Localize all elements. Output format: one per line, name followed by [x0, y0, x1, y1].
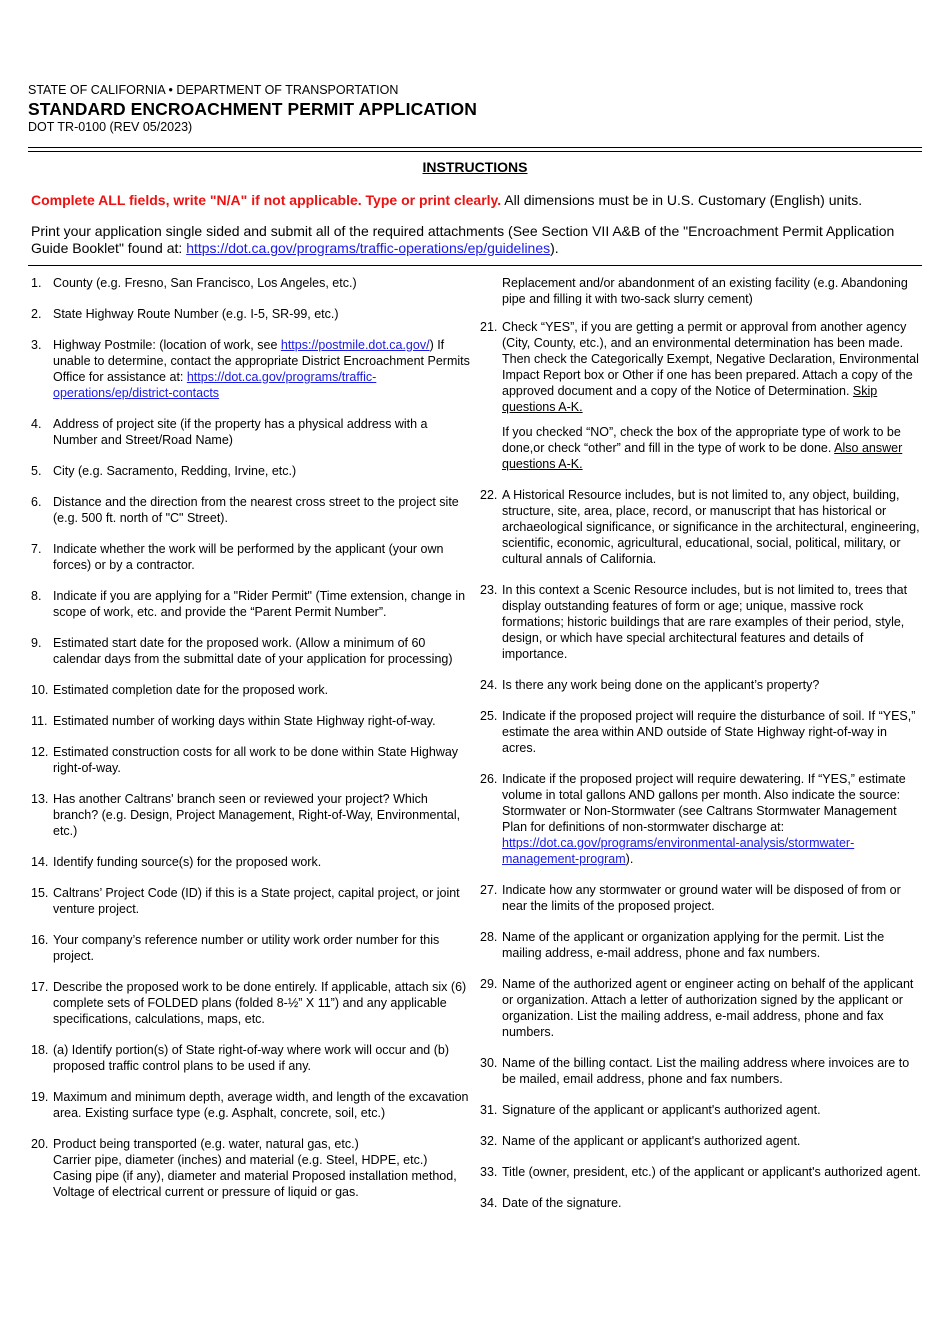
- item-text: State Highway Route Number (e.g. I-5, SR-99, etc.): [53, 307, 339, 321]
- agency-name: STATE OF CALIFORNIA • DEPARTMENT OF TRANSPORTATION: [28, 83, 399, 97]
- item-number: 30.: [480, 1056, 498, 1070]
- item-number: 24.: [480, 678, 498, 692]
- guidelines-link[interactable]: https://dot.ca.gov/programs/traffic-operations/ep/guidelines: [186, 240, 551, 256]
- instruction-item-23: [480, 582, 922, 662]
- section-divider: [28, 265, 922, 266]
- instruction-item-26: [480, 771, 922, 867]
- intro-black-text: All dimensions must be in U.S. Customary (English) units.: [501, 192, 863, 208]
- item-text: Address of project site (if the property has a physical address with a Number and Street/Road Name): [53, 417, 428, 447]
- item-number: 31.: [480, 1103, 498, 1117]
- item-text: Estimated completion date for the proposed work.: [53, 683, 329, 697]
- item-number: 20.: [31, 1137, 49, 1151]
- instruction-item-20: [31, 1136, 471, 1200]
- item-number: 12.: [31, 745, 49, 759]
- instruction-item-19: [31, 1089, 471, 1121]
- item-underlined-text: Also answer questions A-K.: [502, 441, 903, 471]
- item-number: 21.: [480, 320, 498, 334]
- instruction-item-32: [480, 1133, 922, 1149]
- item-number: 2.: [31, 307, 42, 321]
- item-text: In this context a Scenic Resource includes, but is not limited to, trees that display outstanding features of form or age; unique, massive rock formations; historic buildings that are rare examples of their period, style, design, or which have special architectural features and details of importance.: [502, 583, 908, 661]
- item-number: 13.: [31, 792, 49, 806]
- item-text: Name of the applicant or organization applying for the permit. List the mailing address, e-mail address, phone and fax numbers.: [502, 930, 885, 960]
- instruction-item-33: [480, 1164, 922, 1180]
- item-number: 17.: [31, 980, 49, 994]
- item-text: Your company’s reference number or utility work order number for this project.: [53, 933, 440, 963]
- item-text: Estimated number of working days within State Highway right-of-way.: [53, 714, 436, 728]
- item-number: 32.: [480, 1134, 498, 1148]
- item-text: Maximum and minimum depth, average width, and length of the excavation area. Existing surface type (e.g. Asphalt, concrete, soil, etc.): [53, 1090, 469, 1120]
- instruction-item-21: [480, 319, 922, 472]
- item-number: 3.: [31, 338, 42, 352]
- item-text: County (e.g. Fresno, San Francisco, Los Angeles, etc.): [53, 276, 357, 290]
- item-text: Title (owner, president, etc.) of the applicant or applicant's authorized agent.: [502, 1165, 921, 1179]
- item-number: 27.: [480, 883, 498, 897]
- item-number: 33.: [480, 1165, 498, 1179]
- instructions-left-column: [31, 275, 471, 1215]
- item-text: Indicate if you are applying for a "Rider Permit" (Time extension, change in scope of work, etc. and provide the “Parent Permit Number”.: [53, 589, 466, 619]
- instruction-item-12: [31, 744, 471, 776]
- item-number: 10.: [31, 683, 49, 697]
- item-number: 1.: [31, 276, 42, 290]
- instruction-item-11: [31, 713, 471, 729]
- item-text: A Historical Resource includes, but is not limited to, any object, building, structure, site, area, place, record, or manuscript that has historical or archaeological significance, or significance in the architectural, engineering, scientific, economic, agricultural, educational, social, political, military, or cultural annals of California.: [502, 488, 920, 566]
- item-text: City (e.g. Sacramento, Redding, Irvine, etc.): [53, 464, 297, 478]
- intro-print-application: [31, 223, 922, 257]
- item-text: Has another Caltrans' branch seen or reviewed your project? Which branch? (e.g. Design, Project Management, Right-of-Way, Environmental, etc.): [53, 792, 461, 838]
- instruction-item-9: [31, 635, 471, 667]
- item-text: Check “YES”, if you are getting a permit or approval from another agency (City, County, etc.), and an environmental determination has been made. Then check the Categorically Exempt, Negative Declaration, Environmental Impact Report box or Other if one has been prepared. Attach a copy of the approved document and a copy of the Notice of Determination.: [502, 320, 919, 398]
- item-21-no-paragraph: [502, 424, 922, 472]
- postmile-link[interactable]: https://postmile.dot.ca.gov/: [280, 338, 430, 352]
- item-text: Name of the applicant or applicant's authorized agent.: [502, 1134, 801, 1148]
- item-number: 23.: [480, 583, 498, 597]
- item-number: 5.: [31, 464, 42, 478]
- item-number: 8.: [31, 589, 42, 603]
- instruction-item-34: [480, 1195, 922, 1211]
- item-underlined-text: Skip questions A-K.: [502, 384, 878, 414]
- item-number: 19.: [31, 1090, 49, 1104]
- item-number: 16.: [31, 933, 49, 947]
- intro-complete-fields: [31, 192, 922, 209]
- district-contacts-link[interactable]: https://dot.ca.gov/programs/traffic-operations/ep/district-contacts: [53, 370, 377, 400]
- instruction-item-1: [31, 275, 471, 291]
- item-text: Is there any work being done on the applicant’s property?: [502, 678, 820, 692]
- item-20-continuation: Replacement and/or abandonment of an existing facility (e.g. Abandoning pipe and filling it with two-sack slurry cement): [502, 276, 908, 306]
- instruction-item-25: [480, 708, 922, 756]
- header-divider: [28, 147, 922, 152]
- item-text: (a) Identify portion(s) of State right-of-way where work will occur and (b) proposed traffic control plans to be used if any.: [53, 1043, 449, 1073]
- instructions-heading: INSTRUCTIONS: [422, 159, 528, 175]
- item-number: 29.: [480, 977, 498, 991]
- instruction-item-8: [31, 588, 471, 620]
- instruction-item-14: [31, 854, 471, 870]
- item-number: 7.: [31, 542, 42, 556]
- item-number: 28.: [480, 930, 498, 944]
- item-text: Name of the authorized agent or engineer acting on behalf of the applicant or organization. Attach a letter of authorization signed by the applicant or organization. List the mailing address, e-mail address, phone and fax numbers.: [502, 977, 914, 1039]
- item-text: Casing pipe (if any), diameter and material Proposed installation method, Voltage of electrical current or pressure of liquid or gas.: [53, 1169, 457, 1199]
- instruction-item-15: [31, 885, 471, 917]
- intro-red-text: Complete ALL fields, write "N/A" if not applicable. Type or print clearly.: [31, 192, 502, 208]
- instruction-item-2: [31, 306, 471, 322]
- instruction-item-29: [480, 976, 922, 1040]
- item-number: 9.: [31, 636, 42, 650]
- instruction-item-18: [31, 1042, 471, 1074]
- item-text: Estimated start date for the proposed work. (Allow a minimum of 60 calendar days from the submittal date of your application for processing): [53, 636, 453, 666]
- item-text: Indicate how any stormwater or ground water will be disposed of from or near the limits of the proposed project.: [502, 883, 901, 913]
- item-text: Identify funding source(s) for the proposed work.: [53, 855, 322, 869]
- instruction-item-4: [31, 416, 471, 448]
- item-text: If you checked “NO”, check the box of the appropriate type of work to be done,or check “other” and fill in the type of work to be done.: [502, 425, 901, 455]
- item-number: 26.: [480, 772, 498, 786]
- item-number: 14.: [31, 855, 49, 869]
- item-text: ).: [625, 852, 634, 866]
- print-text: Print your application single sided and submit all of the required attachments (See Section VII A&B of the "Encroachment Permit Application Guide Booklet" found at:: [31, 223, 895, 256]
- item-number: 18.: [31, 1043, 49, 1057]
- instruction-item-30: [480, 1055, 922, 1087]
- item-number: 4.: [31, 417, 42, 431]
- document-page: [28, 0, 922, 1344]
- item-text: Describe the proposed work to be done entirely. If applicable, attach six (6) complete sets of FOLDED plans (folded 8-½” X 11”) and any applicable specifications, calculations, maps, etc.: [53, 980, 467, 1026]
- print-end: ).: [550, 240, 559, 256]
- instruction-item-27: [480, 882, 922, 914]
- instructions-right-column: [480, 275, 922, 1226]
- item-number: 6.: [31, 495, 42, 509]
- item-number: 11.: [31, 714, 48, 728]
- item-number: 15.: [31, 886, 49, 900]
- instruction-item-28: [480, 929, 922, 961]
- item-text: ) If unable to determine, contact the appropriate District Encroachment Permits Office for assistance at:: [53, 338, 470, 384]
- instruction-item-24: [480, 677, 922, 693]
- instruction-item-17: [31, 979, 471, 1027]
- instruction-item-31: [480, 1102, 922, 1118]
- form-number: DOT TR-0100 (REV 05/2023): [28, 120, 193, 134]
- item-number: 34.: [480, 1196, 498, 1210]
- instruction-item-6: [31, 494, 471, 526]
- item-text: Date of the signature.: [502, 1196, 622, 1210]
- instruction-item-16: [31, 932, 471, 964]
- stormwater-link[interactable]: https://dot.ca.gov/programs/environmental-analysis/stormwater-management-program: [502, 836, 855, 866]
- item-text: Product being transported (e.g. water, natural gas, etc.): [53, 1137, 359, 1151]
- item-text: Highway Postmile: (location of work, see: [53, 338, 281, 352]
- form-title: STANDARD ENCROACHMENT PERMIT APPLICATION: [28, 99, 477, 119]
- item-text: Indicate if the proposed project will require the disturbance of soil. If “YES,” estimate the area within AND outside of State Highway right-of-way in acres.: [502, 709, 916, 755]
- item-text: Distance and the direction from the nearest cross street to the project site (e.g. 500 ft. north of "C" Street).: [53, 495, 459, 525]
- item-text: Estimated construction costs for all work to be done within State Highway right-of-way.: [53, 745, 459, 775]
- instruction-item-13: [31, 791, 471, 839]
- item-text: Carrier pipe, diameter (inches) and material (e.g. Steel, HDPE, etc.): [53, 1153, 428, 1167]
- instruction-item-5: [31, 463, 471, 479]
- instruction-item-7: [31, 541, 471, 573]
- item-number: 22.: [480, 488, 498, 502]
- item-text: Indicate if the proposed project will require dewatering. If “YES,” estimate volume in total gallons AND gallons per month. Also indicate the source: Stormwater or Non-Stormwater (see Caltrans Stormwater Management Plan for definitions of non-stormwater discharge at:: [502, 772, 906, 834]
- form-header: [28, 83, 922, 135]
- item-text: Caltrans’ Project Code (ID) if this is a State project, capital project, or joint venture project.: [53, 886, 460, 916]
- item-text: Signature of the applicant or applicant's authorized agent.: [502, 1103, 821, 1117]
- instruction-item-10: [31, 682, 471, 698]
- instruction-item-22: [480, 487, 922, 567]
- item-text: Name of the billing contact. List the mailing address where invoices are to be mailed, email address, phone and fax numbers.: [502, 1056, 910, 1086]
- item-text: Indicate whether the work will be performed by the applicant (your own forces) or by a contractor.: [53, 542, 444, 572]
- instruction-item-3: [31, 337, 471, 401]
- item-number: 25.: [480, 709, 498, 723]
